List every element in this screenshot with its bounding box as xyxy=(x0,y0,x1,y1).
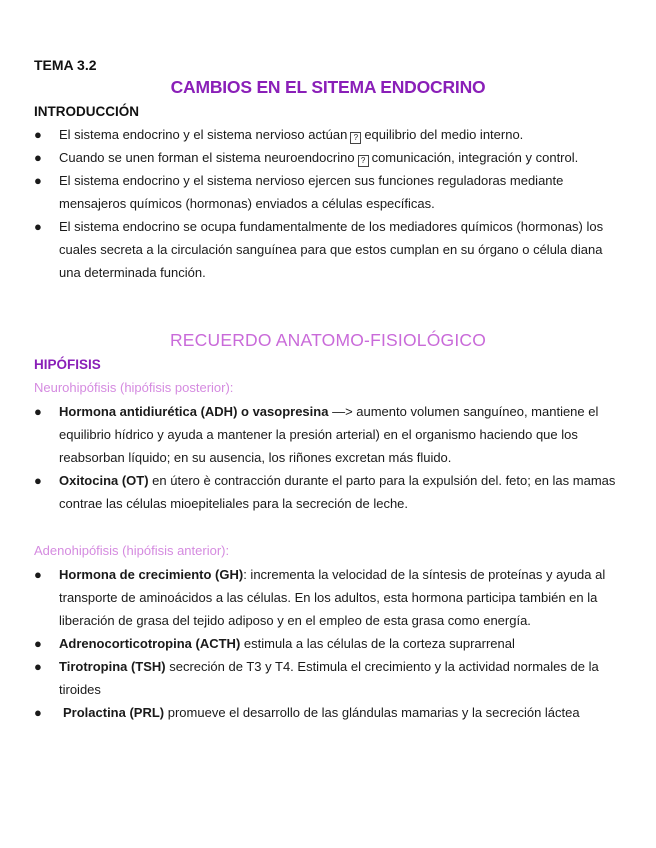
list-item-text: El sistema endocrino se ocupa fundamentalmente de los mediadores químicos (hormonas) los cuales secreta a la circulación sanguínea para que estos cumplan en su órgano o célula diana una determinada función. xyxy=(59,219,604,280)
intro-heading: INTRODUCCIÓN xyxy=(34,104,139,119)
hormone-name: Adrenocorticotropina (ACTH) xyxy=(59,636,241,651)
bullet-icon: ● xyxy=(34,705,42,720)
section-title: RECUERDO ANATOMO-FISIOLÓGICO xyxy=(169,330,487,350)
list-item-text: equilibrio del medio interno. xyxy=(364,127,524,142)
bullet-icon: ● xyxy=(34,473,42,488)
list-item xyxy=(34,655,624,701)
bullet-icon: ● xyxy=(34,127,42,142)
list-item-text: El sistema endocrino y el sistema nervioso actúan xyxy=(59,127,348,142)
list-item xyxy=(34,123,624,146)
intro-list xyxy=(34,123,624,284)
topic-number: TEMA 3.2 xyxy=(34,57,97,73)
list-item-text: El sistema endocrino y el sistema nervioso ejercen sus funciones reguladoras mediante mensajeros químicos (hormonas) enviados a células específicas. xyxy=(59,173,564,211)
bullet-icon: ● xyxy=(34,659,42,674)
list-item xyxy=(34,215,624,284)
list-item xyxy=(34,701,624,724)
page-title: CAMBIOS EN EL SITEMA ENDOCRINO xyxy=(170,77,486,97)
list-item-text: estimula a las células de la corteza suprarrenal xyxy=(240,636,515,651)
list-item-text: Cuando se unen forman el sistema neuroendocrino xyxy=(59,150,355,165)
list-item-text: —> aumento volumen sanguíneo, mantiene el equilibrio hídrico y ayuda a mantener la presión arterial) en el organismo haciendo que los reabsorban líquido; en su ausencia, los riñones excretan más fluido. xyxy=(59,404,599,465)
list-item-text: en útero è contracción durante el parto para la expulsión del. feto; en las mamas contrae las células mioepiteliales para la secreción de leche. xyxy=(59,473,616,511)
adenohipofisis-heading: Adenohipófisis (hipófisis anterior): xyxy=(34,543,230,558)
list-item xyxy=(34,400,624,469)
hormone-name: Hormona de crecimiento (GH) xyxy=(59,567,244,582)
hormone-name: Oxitocina (OT) xyxy=(59,473,149,488)
neurohipofisis-heading: Neurohipófisis (hipófisis posterior): xyxy=(34,380,234,395)
bullet-icon: ● xyxy=(34,636,42,651)
list-item-text: promueve el desarrollo de las glándulas mamarias y la secreción láctea xyxy=(164,705,580,720)
list-item-text: : incrementa la velocidad de la síntesis de proteínas y ayuda al transporte de aminoácidos a las células. En los adultos, esta hormona participa también en la liberación de grasa del tejido adiposo y en el empleo de esta grasa como energía. xyxy=(59,567,606,628)
bullet-icon: ● xyxy=(34,219,42,234)
bullet-icon: ● xyxy=(34,150,42,165)
bullet-icon: ● xyxy=(34,567,42,582)
list-item xyxy=(34,632,624,655)
list-item xyxy=(34,563,624,632)
list-item xyxy=(34,146,624,169)
bullet-icon: ● xyxy=(34,173,42,188)
list-item xyxy=(34,169,624,215)
hormone-name: Hormona antidiurética (ADH) o vasopresina xyxy=(59,404,329,419)
list-item-text: secreción de T3 y T4. Estimula el crecimiento y la actividad normales de la tiroides xyxy=(59,659,599,697)
missing-glyph-icon: ? xyxy=(350,132,361,144)
hormone-name: Tirotropina (TSH) xyxy=(59,659,166,674)
list-item-text: comunicación, integración y control. xyxy=(371,150,579,165)
neuro-list xyxy=(34,400,624,515)
bullet-icon: ● xyxy=(34,404,42,419)
missing-glyph-icon: ? xyxy=(358,155,369,167)
adeno-list xyxy=(34,563,624,724)
hipofisis-heading: HIPÓFISIS xyxy=(34,357,101,372)
hormone-name: Prolactina (PRL) xyxy=(63,705,165,720)
list-item xyxy=(34,469,624,515)
